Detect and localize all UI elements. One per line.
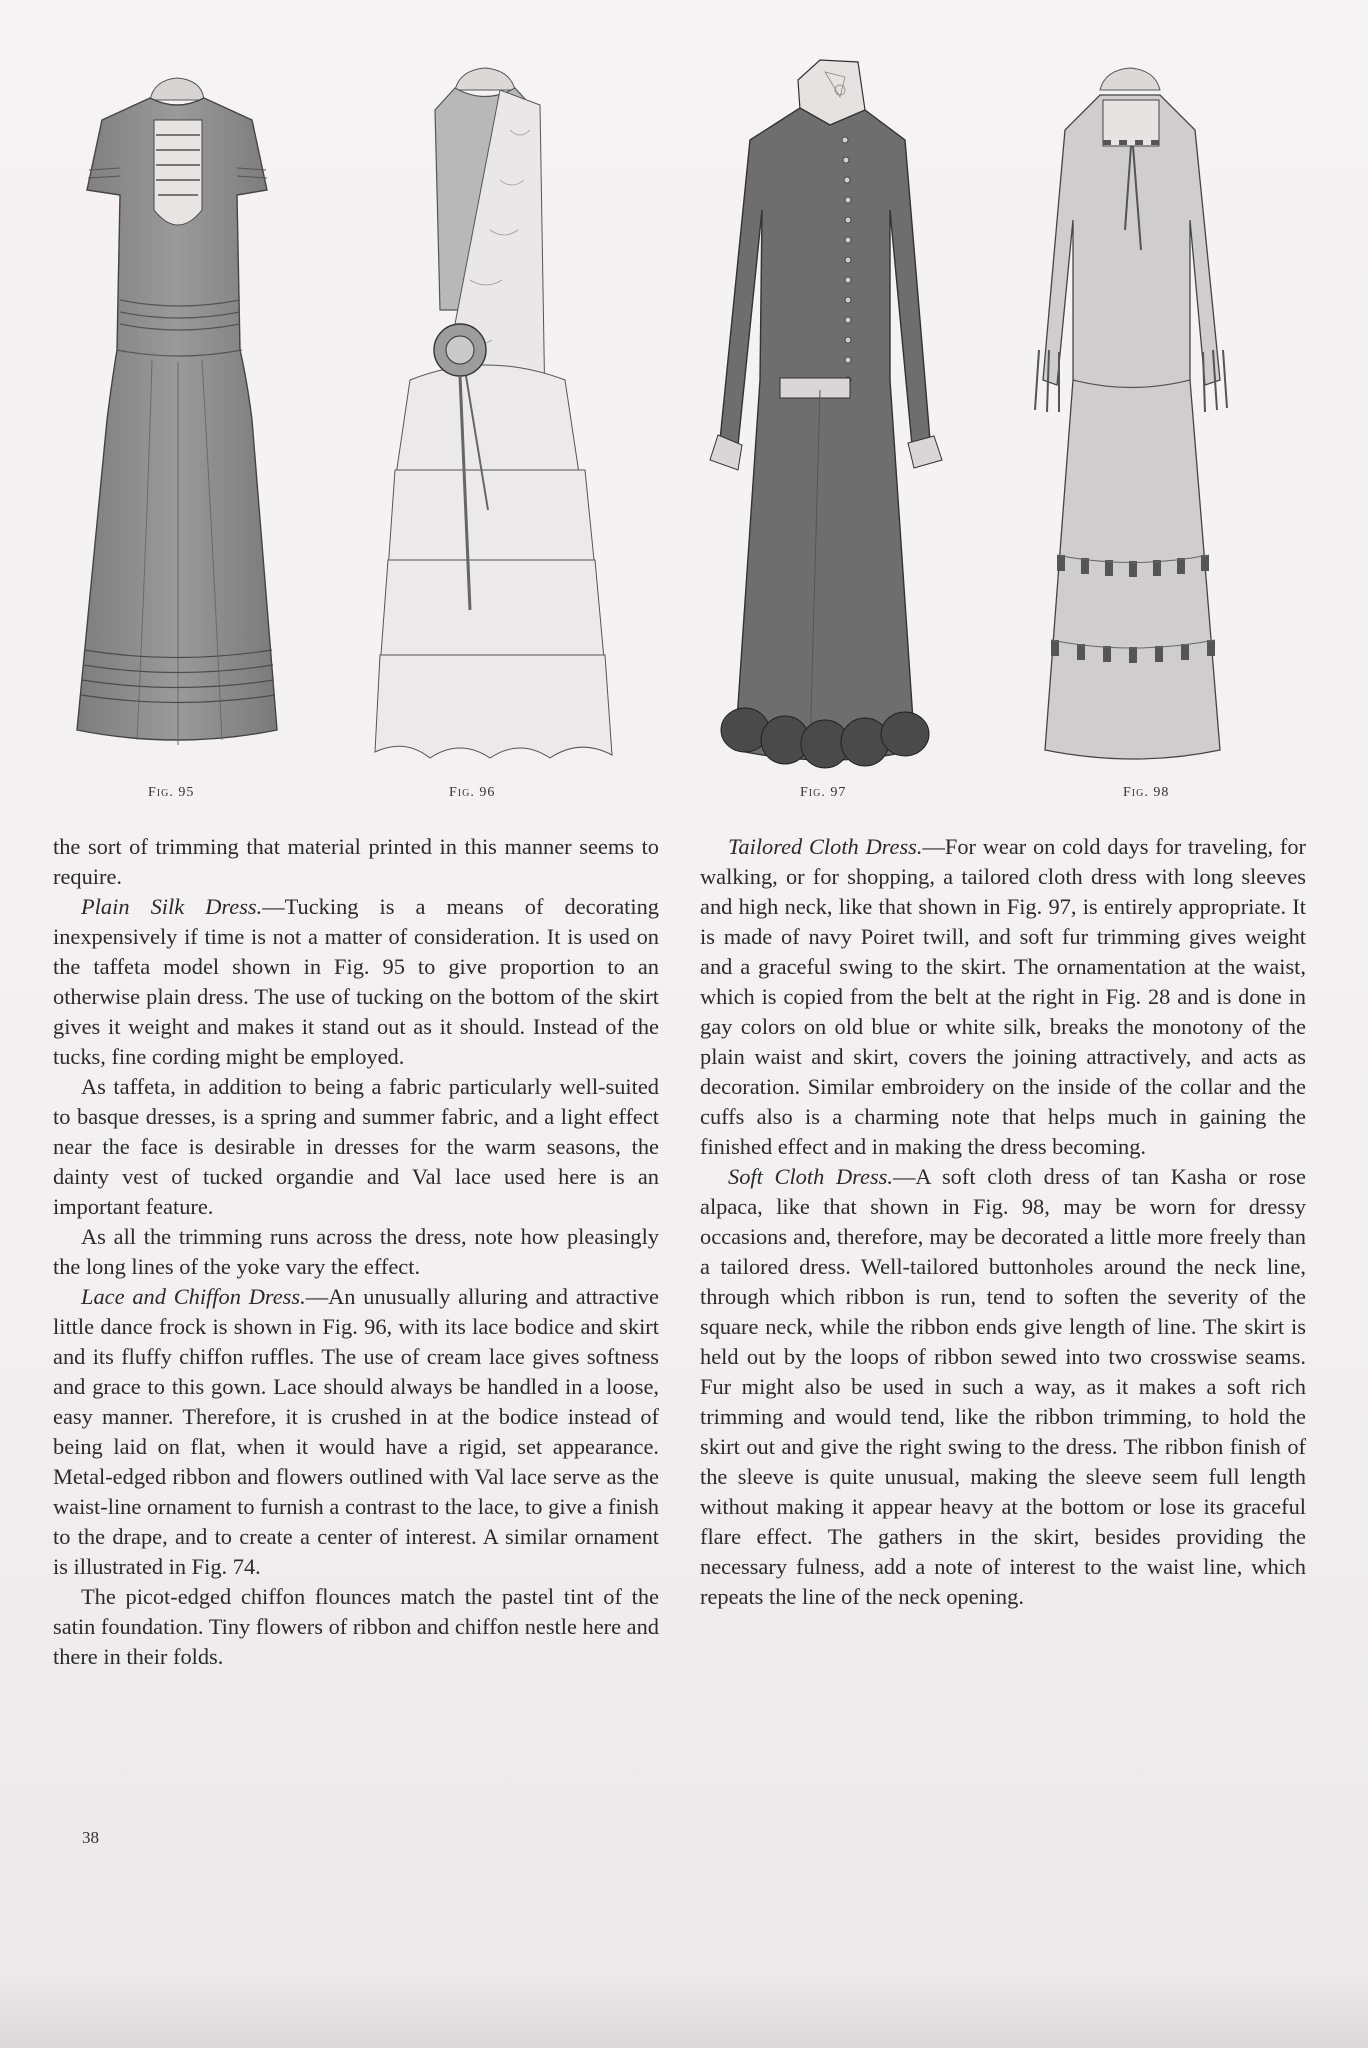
figure-95-illustration bbox=[62, 50, 292, 770]
right-paragraph-2 bbox=[700, 1162, 1306, 1612]
left-text-column bbox=[53, 832, 659, 1672]
plain-silk-dress-heading: Plain Silk Dress. bbox=[81, 894, 263, 919]
left-paragraph-3: As taffeta, in addition to being a fabric particularly well-suited to basque dresses, is a spring and summer fabric, and a light effect near the face is desirable in dresses for the warm seasons, the dainty vest of tucked organdie and Val lace used here is an important feature. bbox=[53, 1074, 659, 1219]
figure-98-caption: Fig. 98 bbox=[1123, 785, 1170, 800]
page-bottom-shadow bbox=[0, 1978, 1368, 2048]
figure-97-illustration bbox=[690, 50, 960, 770]
left-paragraph-6: The picot-edged chiffon flounces match the pastel tint of the satin foundation. Tiny flowers of ribbon and chiffon nestle here and there in their folds. bbox=[53, 1584, 659, 1669]
tailored-cloth-dress-body: —For wear on cold days for traveling, for walking, or for shopping, a tailored cloth dress with long sleeves and high neck, like that shown in Fig. 97, is entirely appropriate. It is made of navy Poiret twill, and soft fur trimming gives weight and a graceful swing to the skirt. The ornamentation at the waist, which is copied from the belt at the right in Fig. 28 and is done in gay colors on old blue or white silk, breaks the monotony of the plain waist and skirt, covers the joining attractively, and acts as decoration. Similar embroidery on the inside of the collar and the cuffs also is a charming note that helps much in gaining the finished effect and in making the dress becoming. bbox=[700, 834, 1306, 1159]
plain-silk-dress-body: —Tucking is a means of decorating inexpensively if time is not a matter of consideration. It is used on the taffeta model shown in Fig. 95 to give proportion to an otherwise plain dress. The use of tucking on the bottom of the skirt gives it weight and makes it stand out as it should. Instead of the tucks, fine cording might be employed. bbox=[53, 894, 659, 1069]
lace-chiffon-dress-heading: Lace and Chiffon Dress. bbox=[81, 1284, 306, 1309]
figure-97-caption: Fig. 97 bbox=[800, 785, 847, 800]
soft-cloth-dress-heading: Soft Cloth Dress. bbox=[728, 1164, 893, 1189]
lace-chiffon-dress-body: —An unusually alluring and attractive little dance frock is shown in Fig. 96, with its lace bodice and skirt and its fluffy chiffon ruffles. The use of cream lace gives softness and grace to this gown. Lace should always be handled in a loose, easy manner. Therefore, it is crushed in at the bodice instead of being laid on flat, when it would have a rigid, set appearance. Metal-edged ribbon and flowers outlined with Val lace serve as the waist-line ornament to furnish a contrast to the lace, to give a finish to the drape, and to create a center of interest. A similar ornament is illustrated in Fig. 74. bbox=[53, 1284, 659, 1579]
page-number: 38 bbox=[82, 1828, 99, 1847]
right-text-column bbox=[700, 832, 1306, 1612]
left-paragraph-4: As all the trimming runs across the dress, note how pleasingly the long lines of the yoke vary the effect. bbox=[53, 1224, 659, 1279]
figure-98-illustration bbox=[995, 50, 1265, 770]
right-paragraph-1 bbox=[700, 832, 1306, 1162]
figure-96-illustration bbox=[350, 50, 620, 770]
tailored-cloth-dress-heading: Tailored Cloth Dress. bbox=[728, 834, 923, 859]
left-paragraph-2 bbox=[53, 892, 659, 1072]
figure-95-caption: Fig. 95 bbox=[148, 785, 195, 800]
left-paragraph-1: the sort of trimming that material printed in this manner seems to require. bbox=[53, 834, 659, 889]
soft-cloth-dress-body: —A soft cloth dress of tan Kasha or rose alpaca, like that shown in Fig. 98, may be worn for dressy occasions and, therefore, may be decorated a little more freely than a tailored dress. Well-tailored buttonholes around the neck line, through which ribbon is run, tend to soften the severity of the square neck, while the ribbon ends give length of line. The skirt is held out by the loops of ribbon sewed into two crosswise seams. Fur might also be used in such a way, as it makes a soft rich trimming and would tend, like the ribbon trimming, to hold the skirt out and give the right swing to the dress. The ribbon finish of the sleeve is quite unusual, making the sleeve seem full length without making it appear heavy at the bottom or lose its graceful flare effect. The gathers in the skirt, besides providing the necessary fulness, add a note of interest to the waist line, which repeats the line of the neck opening. bbox=[700, 1164, 1306, 1609]
left-paragraph-5 bbox=[53, 1282, 659, 1582]
figure-96-caption: Fig. 96 bbox=[449, 785, 496, 800]
